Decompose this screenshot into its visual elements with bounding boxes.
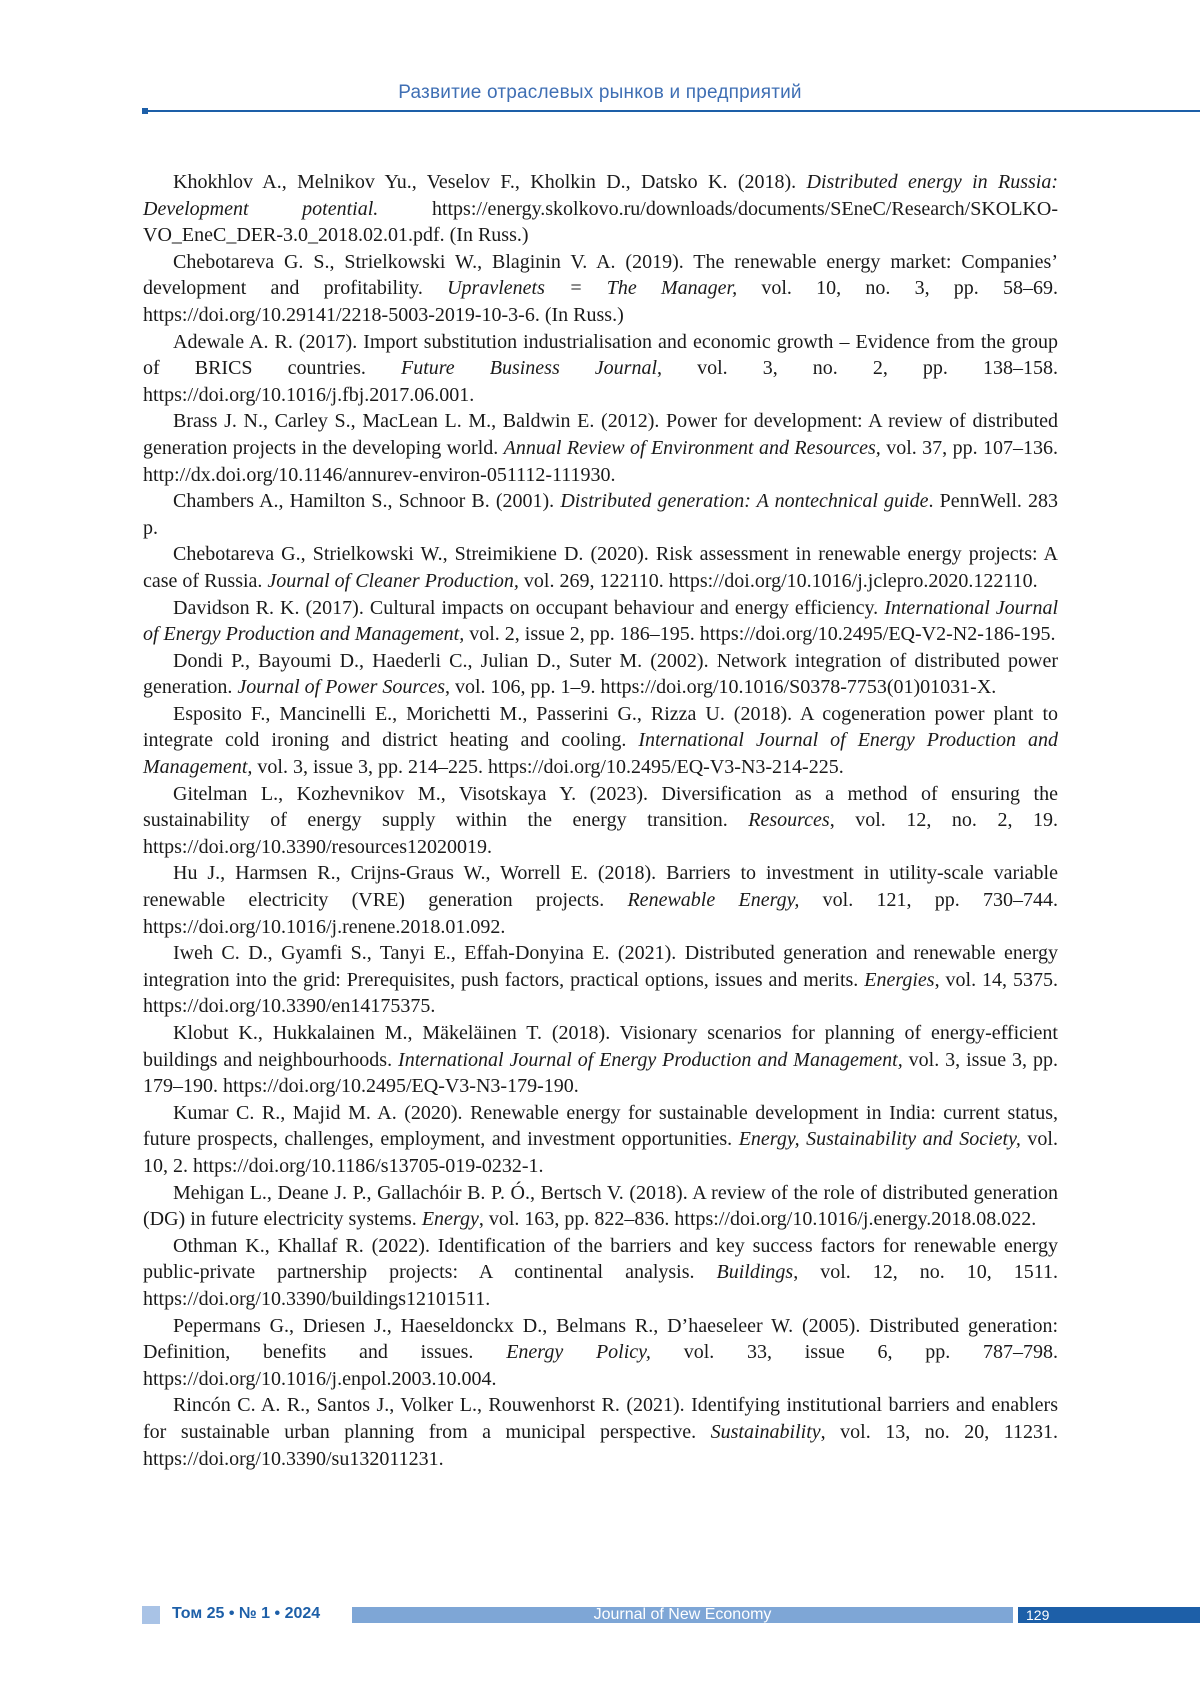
reference-entry [143, 488, 1058, 541]
reference-source-title: Renewable Energy, [627, 889, 799, 911]
reference-source-title: Annual Review of Environment and Resources, [504, 437, 881, 459]
footer-page-number: 129 [1018, 1607, 1200, 1623]
reference-text: Gitelman L., Kozhevnikov M., Visotskaya Y. (2023). Diversification as a method of ensuring the sustainability of energy supply within the energy transition. [143, 783, 1058, 832]
reference-details: vol. 10, no. 3, pp. 58–69. https://doi.org/10.29141/2218-5003-2019-10-3-6. (In Russ.) [143, 277, 1058, 326]
reference-entry [143, 541, 1058, 594]
reference-entry [143, 781, 1058, 861]
header-rule [143, 110, 1200, 112]
reference-entry [143, 169, 1058, 249]
reference-text: Brass J. N., Carley S., MacLean L. M., Baldwin E. (2012). Power for development: A review of distributed generation projects in the developing world. [143, 410, 1058, 459]
reference-source-title: Energies [864, 969, 934, 991]
reference-source-title: Energy Policy, [506, 1341, 651, 1363]
reference-entry [143, 1100, 1058, 1180]
reference-source-title: International Journal of Energy Production and Management, [143, 597, 1058, 646]
reference-details: vol. 33, issue 6, pp. 787–798. https://doi.org/10.1016/j.enpol.2003.10.004. [143, 1341, 1058, 1390]
reference-source-title: Resources [748, 809, 829, 831]
reference-details: vol. 3, issue 3, pp. 179–190. https://doi.org/10.2495/EQ-V3-N3-179-190. [143, 1049, 1058, 1098]
reference-source-title: Journal of Cleaner Production, [267, 570, 518, 592]
page-footer [0, 1606, 1200, 1624]
reference-details: , vol. 14, 5375. https://doi.org/10.3390/en14175375. [143, 969, 1058, 1018]
reference-source-title: Future Business Journal [401, 357, 657, 379]
running-header: Развитие отраслевых рынков и предприятий [0, 82, 1200, 104]
reference-details: , vol. 12, no. 10, 1511. https://doi.org/10.3390/buildings12101511. [143, 1261, 1058, 1310]
reference-details: https://energy.skolkovo.ru/downloads/documents/SEneC/Research/SKOLKO­VO_EneC_DER-3.0_2018.02.01.pdf. (In Russ.) [143, 198, 1058, 247]
reference-text: Klobut K., Hukkalainen M., Mäkeläinen T. (2018). Visionary scenarios for planning of energy-efficient buildings and neighbourhoods. [143, 1022, 1058, 1071]
reference-source-title: Sustainability [711, 1421, 821, 1443]
reference-text: Chambers A., Hamilton S., Schnoor B. (2001). [173, 490, 560, 512]
reference-source-title: Distributed energy in Russia: Development potential. [143, 171, 1058, 220]
reference-entry [143, 1313, 1058, 1393]
reference-text: Chebotareva G., Strielkowski W., Streimikiene D. (2020). Risk assessment in renewable energy projects: A case of Russia. [143, 543, 1058, 592]
reference-list [143, 169, 1058, 1472]
reference-entry [143, 408, 1058, 488]
reference-text: Iweh C. D., Gyamfi S., Tanyi E., Effah-Donyina E. (2021). Distributed generation and renewable energy integration into the grid: Prerequisites, push factors, practical options, issues and merits. [143, 942, 1058, 991]
reference-text: Pepermans G., Driesen J., Haeseldonckx D., Belmans R., D’haeseleer W. (2005). Distributed generation: Definition, benefits and issues. [143, 1315, 1058, 1364]
reference-text: Rincón C. A. R., Santos J., Volker L., Rouwenhorst R. (2021). Identifying institutional barriers and enablers for sustainable urban planning from a municipal perspective. [143, 1394, 1058, 1443]
reference-text: Esposito F., Mancinelli E., Morichetti M., Passerini G., Rizza U. (2018). A cogeneration power plant to integrate cold ironing and district heating and cooling. [143, 703, 1058, 752]
reference-details: , vol. 13, no. 20, 11231. https://doi.org/10.3390/su132011231. [143, 1421, 1058, 1470]
reference-source-title: International Journal of Energy Production and Management, [398, 1049, 903, 1071]
reference-entry [143, 595, 1058, 648]
reference-source-title: Energy, Sustainability and Society, [739, 1128, 1021, 1150]
reference-source-title: Upravlenets = The Manager, [447, 277, 737, 299]
reference-source-title: Energy [422, 1208, 479, 1230]
reference-details: vol. 269, 122110. https://doi.org/10.1016/j.jclepro.2020.122110. [519, 570, 1038, 592]
reference-text: Chebotareva G. S., Strielkowski W., Blaginin V. A. (2019). The renewable energy market: Companies’ development and profitability. [143, 251, 1058, 300]
reference-details: vol. 37, pp. 107–136. http://dx.doi.org/10.1146/annurev-environ-051112-111930. [143, 437, 1058, 486]
reference-details: , vol. 12, no. 2, 19. https://doi.org/10.3390/resources12020019. [143, 809, 1058, 858]
reference-text: Davidson R. K. (2017). Cultural impacts on occupant behaviour and energy efficiency. [173, 597, 884, 619]
reference-details: . PennWell. 283 p. [143, 490, 1058, 539]
reference-entry [143, 701, 1058, 781]
reference-entry [143, 860, 1058, 940]
reference-text: Khokhlov A., Melnikov Yu., Veselov F., Kholkin D., Datsko K. (2018). [173, 171, 807, 193]
footer-volume-issue: Том 25 • № 1 • 2024 [172, 1605, 320, 1623]
reference-entry [143, 329, 1058, 409]
reference-entry [143, 1180, 1058, 1233]
reference-text: Mehigan L., Deane J. P., Gallachóir B. P. Ó., Bertsch V. (2018). A review of the role of distributed generation (DG) in future electricity systems. [143, 1182, 1058, 1231]
reference-details: vol. 121, pp. 730–744. https://doi.org/10.1016/j.renene.2018.01.092. [143, 889, 1058, 938]
reference-source-title: Distributed generation: A nontechnical guide [560, 490, 928, 512]
reference-entry [143, 1233, 1058, 1313]
reference-source-title: Buildings [717, 1261, 794, 1283]
reference-text: Kumar C. R., Majid M. A. (2020). Renewable energy for sustainable development in India: current status, future prospects, challenges, employment, and investment opportunities. [143, 1102, 1058, 1151]
reference-source-title: International Journal of Energy Production and Management, [143, 729, 1058, 778]
reference-details: vol. 10, 2. https://doi.org/10.1186/s13705-019-0232-1. [143, 1128, 1058, 1177]
reference-details: , vol. 3, no. 2, pp. 138–158. https://doi.org/10.1016/j.fbj.2017.06.001. [143, 357, 1058, 406]
reference-details: vol. 3, issue 3, pp. 214–225. https://doi.org/10.2495/EQ-V3-N3-214-225. [252, 756, 843, 778]
reference-details: , vol. 163, pp. 822–836. https://doi.org/10.1016/j.energy.2018.08.022. [479, 1208, 1036, 1230]
reference-text: Adewale A. R. (2017). Import substitution industrialisation and economic growth – Evidence from the group of BRICS countries. [143, 331, 1058, 380]
reference-source-title: Journal of Power Sources [237, 676, 445, 698]
reference-details: , vol. 106, pp. 1–9. https://doi.org/10.1016/S0378-7753(01)01031-X. [445, 676, 996, 698]
reference-entry [143, 249, 1058, 329]
footer-square-marker [142, 1606, 160, 1624]
footer-journal-name: Journal of New Economy [352, 1607, 1013, 1623]
reference-entry [143, 648, 1058, 701]
reference-entry [143, 940, 1058, 1020]
reference-details: vol. 2, issue 2, pp. 186–195. https://doi.org/10.2495/EQ-V2-N2-186-195. [464, 623, 1055, 645]
reference-entry [143, 1392, 1058, 1472]
reference-text: Hu J., Harmsen R., Crijns-Graus W., Worrell E. (2018). Barriers to investment in utility-scale variable renewable electricity (VRE) generation projects. [143, 862, 1058, 911]
reference-text: Dondi P., Bayoumi D., Haederli C., Julian D., Suter M. (2002). Network integration of distributed power generation. [143, 650, 1058, 699]
reference-text: Othman K., Khallaf R. (2022). Identification of the barriers and key success factors for renewable energy public-private partnership projects: A continental analysis. [143, 1235, 1058, 1284]
reference-entry [143, 1020, 1058, 1100]
